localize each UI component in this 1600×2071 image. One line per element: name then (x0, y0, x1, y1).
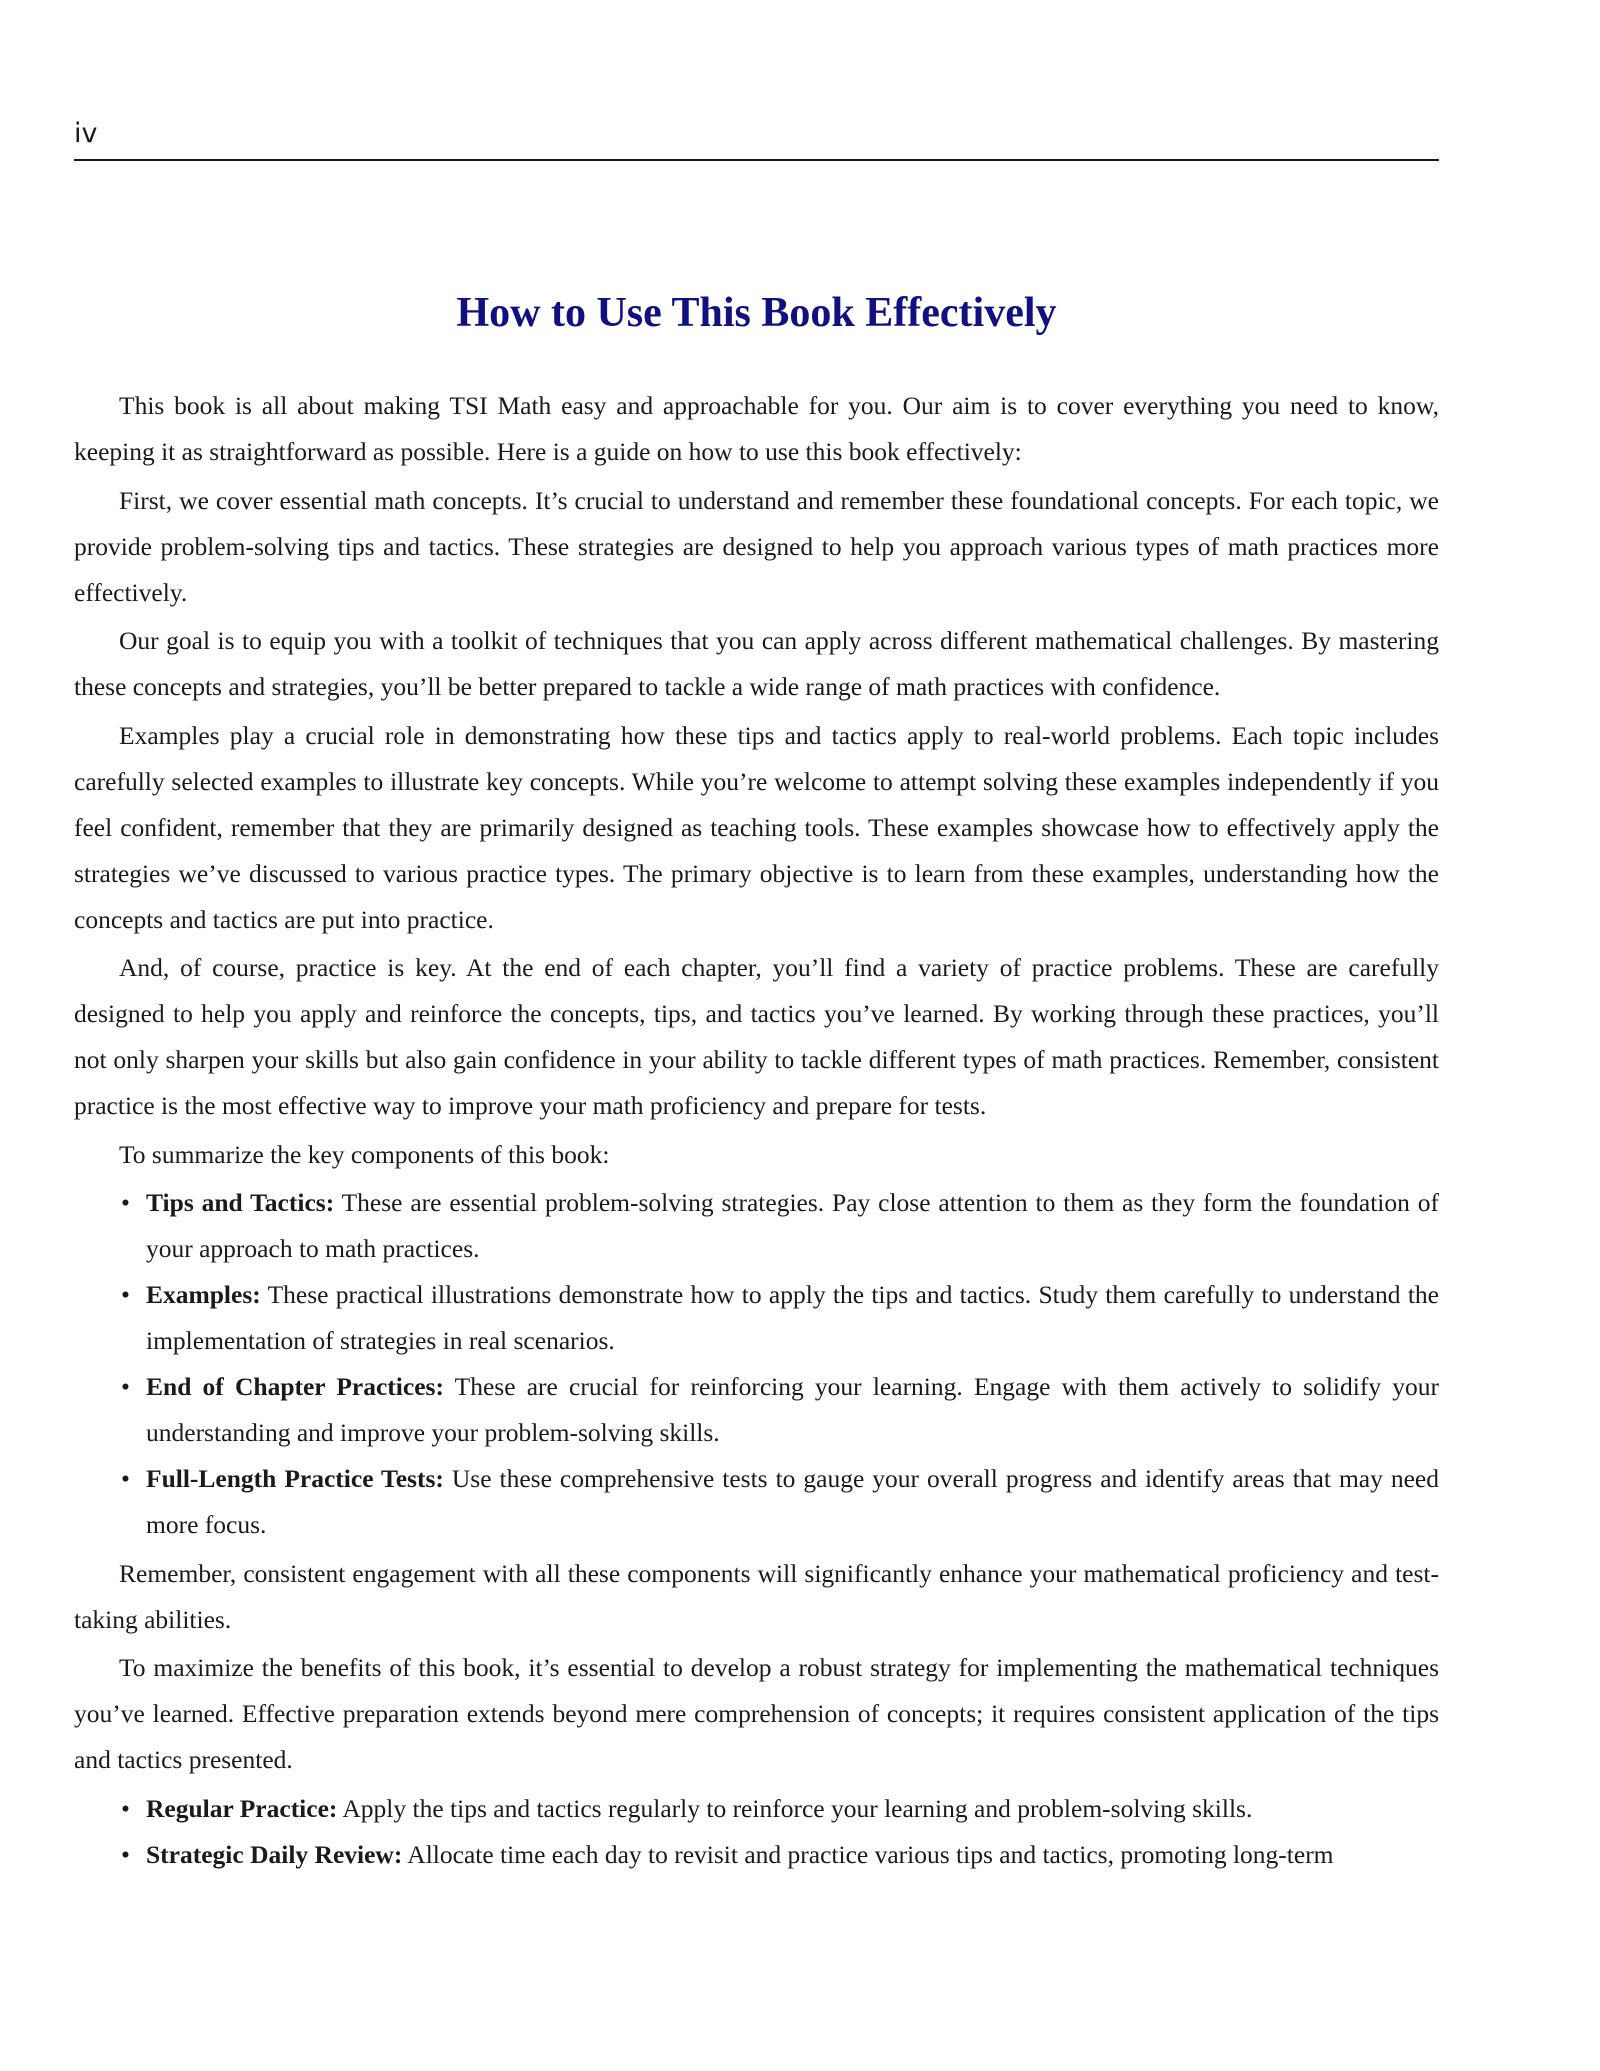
bullet-icon: • (121, 1372, 130, 1401)
list-item-term: Full-Length Practice Tests: (146, 1464, 444, 1493)
list-item (121, 1456, 1439, 1548)
bullet-icon: • (121, 1839, 130, 1869)
summary-intro-paragraph: To summarize the key components of this book: (119, 1139, 610, 1169)
list-item (121, 1272, 1439, 1364)
strategy-paragraph: To maximize the benefits of this book, it’s essential to develop a robust strategy for implementing the mathematical techniques you’ve learned. Effective preparation extends beyond mere comprehension of concepts; it requires consistent application of the tips and tactics presented. (74, 1653, 1439, 1774)
header-rule (74, 159, 1439, 161)
list-item (121, 1832, 1439, 1878)
list-item-term: Tips and Tactics: (146, 1188, 335, 1217)
components-list (74, 1180, 1439, 1548)
bullet-icon: • (121, 1280, 130, 1309)
practice-paragraph: And, of course, practice is key. At the end of each chapter, you’ll find a variety of practice problems. These are carefully designed to help you apply and reinforce the concepts, tips, and tactics you’ve learned. By working through these practices, you’ll not only sharpen your skills but also gain confidence in your ability to tackle different types of math practices. Remember, consistent practice is the most effective way to improve your math proficiency and prepare for tests. (74, 953, 1439, 1120)
goal-paragraph: Our goal is to equip you with a toolkit of techniques that you can apply across different mathematical challenges. By mastering these concepts and strategies, you’ll be better prepared to tackle a wide range of math practices with confidence. (74, 626, 1439, 701)
list-item-text: Use these comprehensive tests to gauge your overall progress and identify areas that may need more focus. (146, 1464, 1439, 1539)
list-item-text: These are essential problem-solving strategies. Pay close attention to them as they form the foundation of your approach to math practices. (146, 1188, 1440, 1263)
list-item (121, 1180, 1440, 1272)
list-item-term: End of Chapter Practices: (146, 1372, 444, 1401)
body-text (74, 383, 1439, 1880)
list-item-text: These are crucial for reinforcing your learning. Engage with them actively to solidify your understanding and improve your problem-solving skills. (146, 1372, 1439, 1447)
list-item-text: These practical illustrations demonstrate how to apply the tips and tactics. Study them carefully to understand the implementation of strategies in real scenarios. (146, 1280, 1439, 1355)
strategy-list (74, 1786, 1439, 1878)
list-item-text: Allocate time each day to revisit and practice various tips and tactics, promoting long-term (402, 1839, 1334, 1869)
list-item (121, 1364, 1439, 1456)
bullet-icon: • (121, 1793, 130, 1823)
bullet-icon: • (121, 1464, 130, 1493)
intro-paragraph: This book is all about making TSI Math easy and approachable for you. Our aim is to cover everything you need to know, keeping it as straightforward as possible. Here is a guide on how to use this book effectively: (74, 391, 1439, 466)
list-item-term: Examples: (146, 1280, 261, 1309)
list-item-text: Apply the tips and tactics regularly to reinforce your learning and problem-solving skills. (337, 1793, 1253, 1823)
list-item-term: Strategic Daily Review: (146, 1839, 403, 1869)
examples-paragraph: Examples play a crucial role in demonstrating how these tips and tactics apply to real-world problems. Each topic includes carefully selected examples to illustrate key concepts. While you’re welcome to attempt solving these examples independently if you feel confident, remember that they are primarily designed as teaching tools. These examples showcase how to effectively apply the strategies we’ve discussed to various practice types. The primary objective is to learn from these examples, understanding how the concepts and tactics are put into practice. (74, 720, 1439, 934)
engagement-paragraph: Remember, consistent engagement with all these components will significantly enhance your mathematical proficiency and test-taking abilities. (74, 1558, 1439, 1634)
concepts-paragraph: First, we cover essential math concepts. It’s crucial to understand and remember these foundational concepts. For each topic, we provide problem-solving tips and tactics. These strategies are designed to help you approach various types of math practices more effectively. (74, 485, 1439, 607)
page-title: How to Use This Book Effectively (456, 290, 1057, 336)
bullet-icon: • (121, 1188, 130, 1217)
list-item-term: Regular Practice: (146, 1793, 338, 1823)
page-number: iv (74, 118, 98, 149)
list-item (121, 1786, 1439, 1832)
